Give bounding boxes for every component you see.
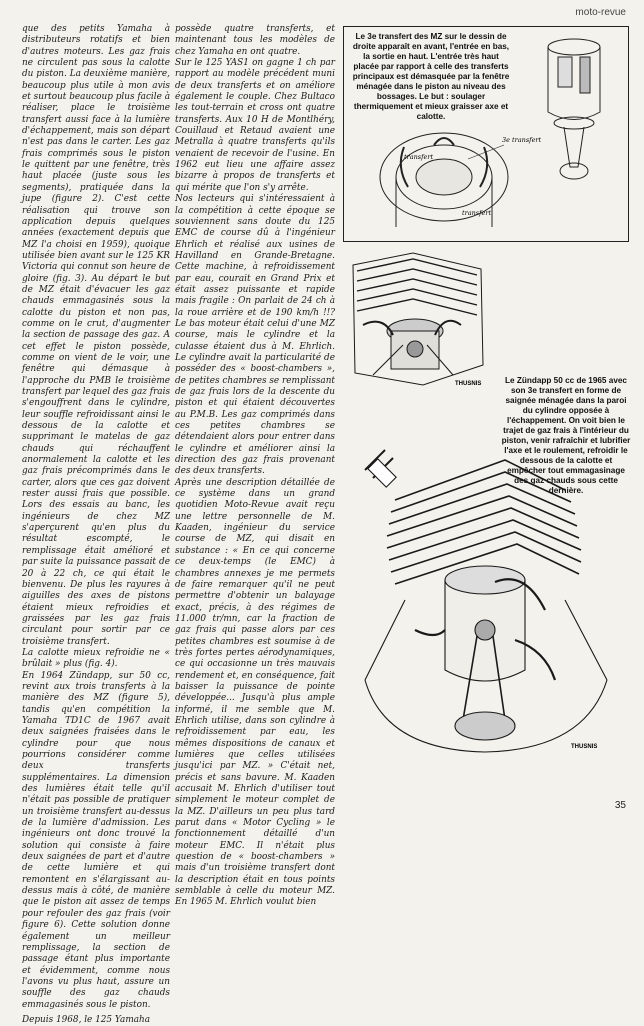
page-number: 35 (614, 800, 626, 811)
paragraph: Nos lecteurs qui s'intéressaient à la compétition à cette époque se souviennent sans doute du 125 EMC de course dû à l'ingénieur Ehrlich et réalisé aux usines de Havilland en Grande-Bretagne. Cette machine, à refroidissement par eau, courait en Grand Prix et était assez puissante et rapide mais fragile : On parlait de 24 ch à la roue arrière et de 190 km/h !!? Le bas moteur était celui d'une MZ course, mais le cylindre et la culasse étaient dus à M. Ehrlich. Le cylindre avait la particularité de posséder des « boost-chambers », de petites chambres se remplissant de gaz frais lors de la descente du piston et qui étaient découvertes au P.M.B. Les gaz comprimés dans ces petites chambres se détendaient alors pour entrer dans le cylindre et améliorer ainsi la direction des gaz frais provenant des deux transferts. (175, 194, 335, 477)
figure-2-caption: Le 3e transfert des MZ sur le dessin de droite apparaît en avant, l'entrée en bas, la sortie en haut. L'entrée très haut placée par rapport à celle des transferts principaux est démasquée par la fenêtre ménagée dans le piston au niveau des bossages. Le but : soulager thermiquement et mieux graisser axe et calotte. (352, 32, 510, 121)
text-column-1 (22, 24, 170, 1026)
paragraph: Sur le 125 YAS1 on gagne 1 ch par rapport au modèle précédent muni de deux transferts et on améliore également le couple. Chez Bultaco les tout-terrain et cross ont quatre transferts. Aux 10 H de Montlhéry, Couillaud et Retaud avaient une Metralla à quatre transferts qu'ils venaient de recevoir de l'usine. En 1962 eut lieu une affaire assez bizarre à propos de transferts et qui mérite que l'on s'y arrête. (175, 58, 335, 193)
figure-3-signature: THUSNIS (455, 381, 482, 387)
figure-5-caption: Le Zündapp 50 cc de 1965 avec son 3e transfert en forme de saignée ménagée dans la paroi du cylindre opposée à l'échappement. On voit bien le trajet de gaz frais à l'intérieur du piston, venir rafraîchir et lubrifier l'axe et le roulement, refroidir le dessous de la calotte et empêcher tout emmagasinage des gaz chauds sous cette dernière. (501, 376, 631, 495)
label-3e-transfert: 3e transfert (502, 136, 542, 144)
figure-6-signature: THUSNIS (571, 744, 598, 750)
label-transfert-right: transfert (462, 209, 492, 217)
figure-2-drawing (344, 27, 628, 241)
paragraph: Après une description détaillée de ce système dans un grand quotidien Moto-Revue avait reçu une lettre personnelle de M. Kaaden, ingénieur du service course de MZ, qui disait en substance : « En ce qui concerne ce deux-temps (le EMC) à chambres annexes je me permets de faire remarquer qu'il ne peut permettre d'obtenir un balayage exact, précis, à des régimes de 11.000 tr/mn, car la fraction de gaz frais qui passe alors par ces petites chambres est soumise à de très fortes pertes aérodynamiques, ce qui occasionne un très mauvais rendement et, en conséquence, fait baisser la puissance de pointe développée... Jusqu'à plus ample informé, il me semble que M. Ehrlich utilise, dans son cylindre à refroidissement par eau, les mêmes dispositions de canaux et lumières que celles utilisées jusqu'ici par MZ. » C'était net, précis et sans bavure. M. Kaaden accusait M. Ehrlich d'utiliser tout simplement le moteur complet de la MZ. D'ailleurs un peu plus tard parut dans « Motor Cycling » le fonctionnement détaillé d'un moteur EMC. Il n'était plus question de « boost-chambers » mais d'un troisième transfert dont la description était en tous points semblable à celle du moteur MZ. En 1965 M. Ehrlich voulut bien (175, 477, 335, 908)
label-transfert-left: transfert (404, 153, 434, 161)
paragraph: possède quatre transferts, et maintenant tous les modèles de chez Yamaha en ont quatre. (175, 24, 335, 57)
paragraph: Depuis 1968, le 125 Yamaha (22, 1014, 151, 1025)
figure-2-box (343, 26, 629, 242)
figure-3-engine-cutaway (343, 245, 493, 391)
paragraph: que des petits Yamaha à distributeurs rotatifs et bien d'autres moteurs. Les gaz frais ne circulent pas sous la calotte du piston. La deuxième manière, beaucoup plus utile à mon avis et surtout beaucoup plus facile à réaliser, place le troisième transfert aussi face à la lumière d'échappement, mais son départ n'est pas dans le carter. Les gaz frais comprimés sous le piston le quittent par une fenêtre, très haut placée (juste sous les segments), pratiquée dans la jupe (figure 2). C'est cette réalisation qui trouve son application depuis quelques années (exactement depuis que MZ l'a choisi en 1959), quoique utilisée bien avant sur le 125 KR Victoria qui connut son heure de gloire (fig. 3). Au départ le but de MZ était d'évacuer les gaz chauds emmagasinés sous la calotte du piston et non pas, comme on le crut, d'augmenter la section de passage des gaz. A cet effet le piston possède, comme on vient de le voir, une fenêtre qui démasque à l'approche du PMB le troisième transfert par lequel des gaz frais s'engouffrent dans le cylindre, leur souffle refroidissant ainsi le dessous de la calotte et supprimant le matelas de gaz chauds qui réchauffent anormalement la calotte et les gaz frais précomprimés dans le carter, alors que ces gaz doivent rester aussi frais que possible. Lors des essais au banc, les ingénieurs de chez MZ s'aperçurent qu'en plus du résultat escompté, le remplissage était amélioré et par suite la puissance passait de 20 à 22 ch, ce qui était le bienvenu. De plus les rayures à aiguilles des axes de pistons étaient mieux refroidies et graissées par les gaz frais circulant pour sortir par ce troisième transfert. (22, 24, 170, 647)
text-column-2 (175, 24, 335, 909)
paragraph: En 1964 Zündapp, sur 50 cc, revint aux trois transferts à la manière des MZ (figure 5), tandis qu'en compétition la Yamaha TD1C de 1967 avait deux saignées fraisées dans le cylindre pour que nous pourrions considérer comme deux transferts supplémentaires. La dimension des lumières était telle qu'il n'était pas possible de pratiquer un troisième transfert au-dessus de la lumière d'admission. Les ingénieurs ont donc trouvé la solution qui consiste à faire deux saignées de part et d'autre de cette lumière et qui remontent en s'élargissant au-dessus mais à côté, de manière que le piston ait assez de temps pour refouler des gaz frais (voir figure 6). Cette solution donne également un meilleur remplissage, la section de passage étant plus importante et évidemment, comme nous l'avons vu plus haut, assure un souffle des gaz chauds emmagasinés sous le piston. (22, 670, 170, 1010)
paragraph: La calotte mieux refroidie ne « brûlait » plus (fig. 4). (22, 647, 170, 670)
figure-6-zundapp-cylinder (345, 430, 615, 760)
running-header: moto-revue (575, 7, 626, 18)
